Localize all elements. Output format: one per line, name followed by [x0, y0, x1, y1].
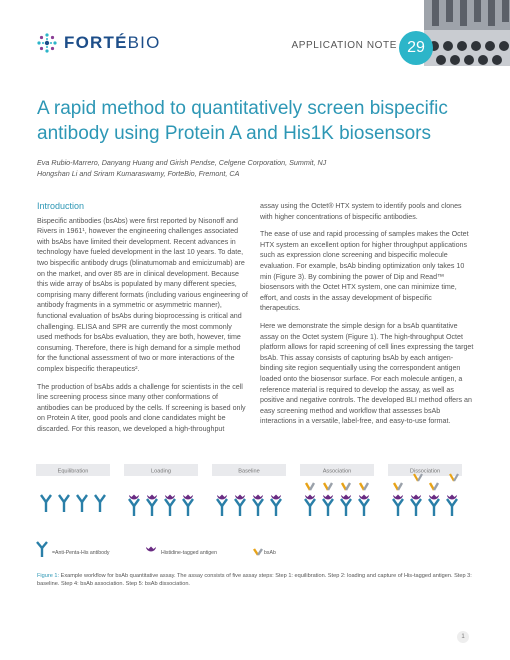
authors-line-2: Hongshan Li and Sriram Kumaraswamy, ForteBio, Fremont, CA [37, 169, 240, 178]
authors [37, 157, 326, 179]
step-label: Loading [151, 468, 171, 475]
biosensor [165, 495, 175, 517]
biosensor [217, 495, 227, 517]
anti-his-antibody-icon [37, 542, 47, 557]
his-antigen-icon [146, 547, 156, 552]
biosensor [411, 474, 422, 516]
biosensor [271, 495, 281, 517]
figure-1-workflow [36, 462, 476, 562]
biosensor [393, 483, 403, 516]
step-label: Baseline [238, 468, 260, 475]
biosensor [341, 483, 351, 516]
biosensor [95, 495, 105, 512]
second-column [260, 201, 474, 434]
page-title: A rapid method to quantitatively screen bispecific antibody using Protein A and His1K biosensors [37, 98, 448, 144]
step-label: Equilibration [57, 468, 89, 475]
fortebio-logo-icon [36, 32, 58, 54]
logo-wordmark: FORTÉBIO [64, 33, 161, 52]
biosensor [323, 483, 333, 516]
caption-label: Figure 1: [37, 573, 60, 579]
legend-antigen-label: Histidine-tagged antigen [161, 550, 217, 556]
biosensor [77, 495, 87, 512]
step-label: Dissociation [409, 468, 441, 475]
header-photo [424, 0, 510, 66]
biosensor [447, 474, 458, 516]
col2-paragraph-3: Here we demonstrate the simple design for a bsAb quantitative assay on the Octet system (Figure 1). The high-throughput Octet platform allows for rapid screening of cell lines expressing the target bsAb. This assay consists of capturing bsAb by each antigen-binding site region sequentially using the correspondent antigen loaded onto the biosensor surface. For each molecule antigen, a reference material is required to develop the assay, as well as positive and negative controls. The developed BLI method offers an easy screening method and workflow that assesses bsAb interactions in a versatile, label-free, and easy-to-use format. [260, 321, 474, 426]
intro-paragraph-2: The production of bsAbs adds a challenge for scientists in the cell line screening process since many other conformations of antibodies can be produced by the cells. If screening is based only on Protein A titer, good pools and clone candidates might be discarded. For this reason, we developed a high-throughput [37, 382, 246, 433]
legend-anti-his-label: =Anti-Penta-His antibody [52, 550, 110, 556]
step-4 [300, 464, 374, 476]
biosensor [147, 495, 157, 517]
note-number-badge: 29 [399, 31, 433, 65]
page-number: 1 [457, 631, 469, 643]
biosensor [253, 495, 263, 517]
biosensor [429, 483, 439, 516]
step-label: Association [322, 468, 352, 475]
biosensor [41, 495, 51, 512]
biosensor [305, 483, 315, 516]
col2-paragraph-2: The ease of use and rapid processing of samples makes the Octet HTX system an excellent option for higher throughput applications such as expression clone screening and bispecific molecule evaluation. For example, bsAb binding optimization only takes 10 min (Figure 3). By combining the power of Dip and Read™ biosensors with the Octet HTX system, one can minimize time, effort, and costs in the assay development of bispecific therapeutics. [260, 230, 469, 313]
col2-paragraph-1: assay using the Octet® HTX system to identify pools and clones with higher concentrations of bispecific antibodies. [260, 202, 462, 221]
caption-text: Example workflow for bsAb quantitative assay. The assay consists of five assay steps: Step 1: equilibration. Step 2: loading and capture of His-tagged antigen. Step 3: baseline. Step 4: bsAb association. Step 5: bsAb dissociation. [37, 573, 472, 588]
step-3 [212, 464, 286, 476]
authors-line-1: Eva Rubio-Marrero, Danyang Huang and Girish Pendse, Celgene Corporation, Summit, NJ [37, 158, 327, 167]
intro-paragraph-1: Bispecific antibodies (bsAbs) were first reported by Nisonoff and Rivers in 1961¹, however the engineering challenges associated with bsAbs have limited their development. Recent advances in technology have fueled development in the last 10 years. To date, two bispecific antibody drugs (blinatumomab and emicizumab) are on the market, and over 85 are in clinical development. Because this wide array of bsAbs is populated by many different species, comprising many different formats (including various engineering of antibody fragments in a symmetric or asymmetric manner), functional evaluation of bsAbs during bioprocessing is critical and challenging. ELISA and SPR are currently the most commonly used methods for bsAbs evaluation, they are both, however, time consuming. Therefore, there is high demand for a simple method for the functional assessment of two or more interactions of the complex bispecific therapeutics². [37, 216, 248, 373]
biosensor [235, 495, 245, 517]
intro-heading: Introduction [37, 201, 85, 211]
biosensor [59, 495, 69, 512]
step-2 [124, 464, 198, 476]
intro-column [37, 201, 249, 441]
bsab-icon [254, 549, 262, 555]
figure-1-caption [37, 572, 477, 588]
figure-legend [37, 542, 276, 557]
step-1 [36, 464, 110, 476]
legend-bsab-label: bsAb [264, 550, 276, 556]
biosensor [183, 495, 193, 517]
biosensor [129, 495, 139, 517]
application-note-label: APPLICATION NOTE [291, 40, 397, 51]
fortebio-logo [36, 32, 161, 54]
biosensor [359, 483, 369, 516]
